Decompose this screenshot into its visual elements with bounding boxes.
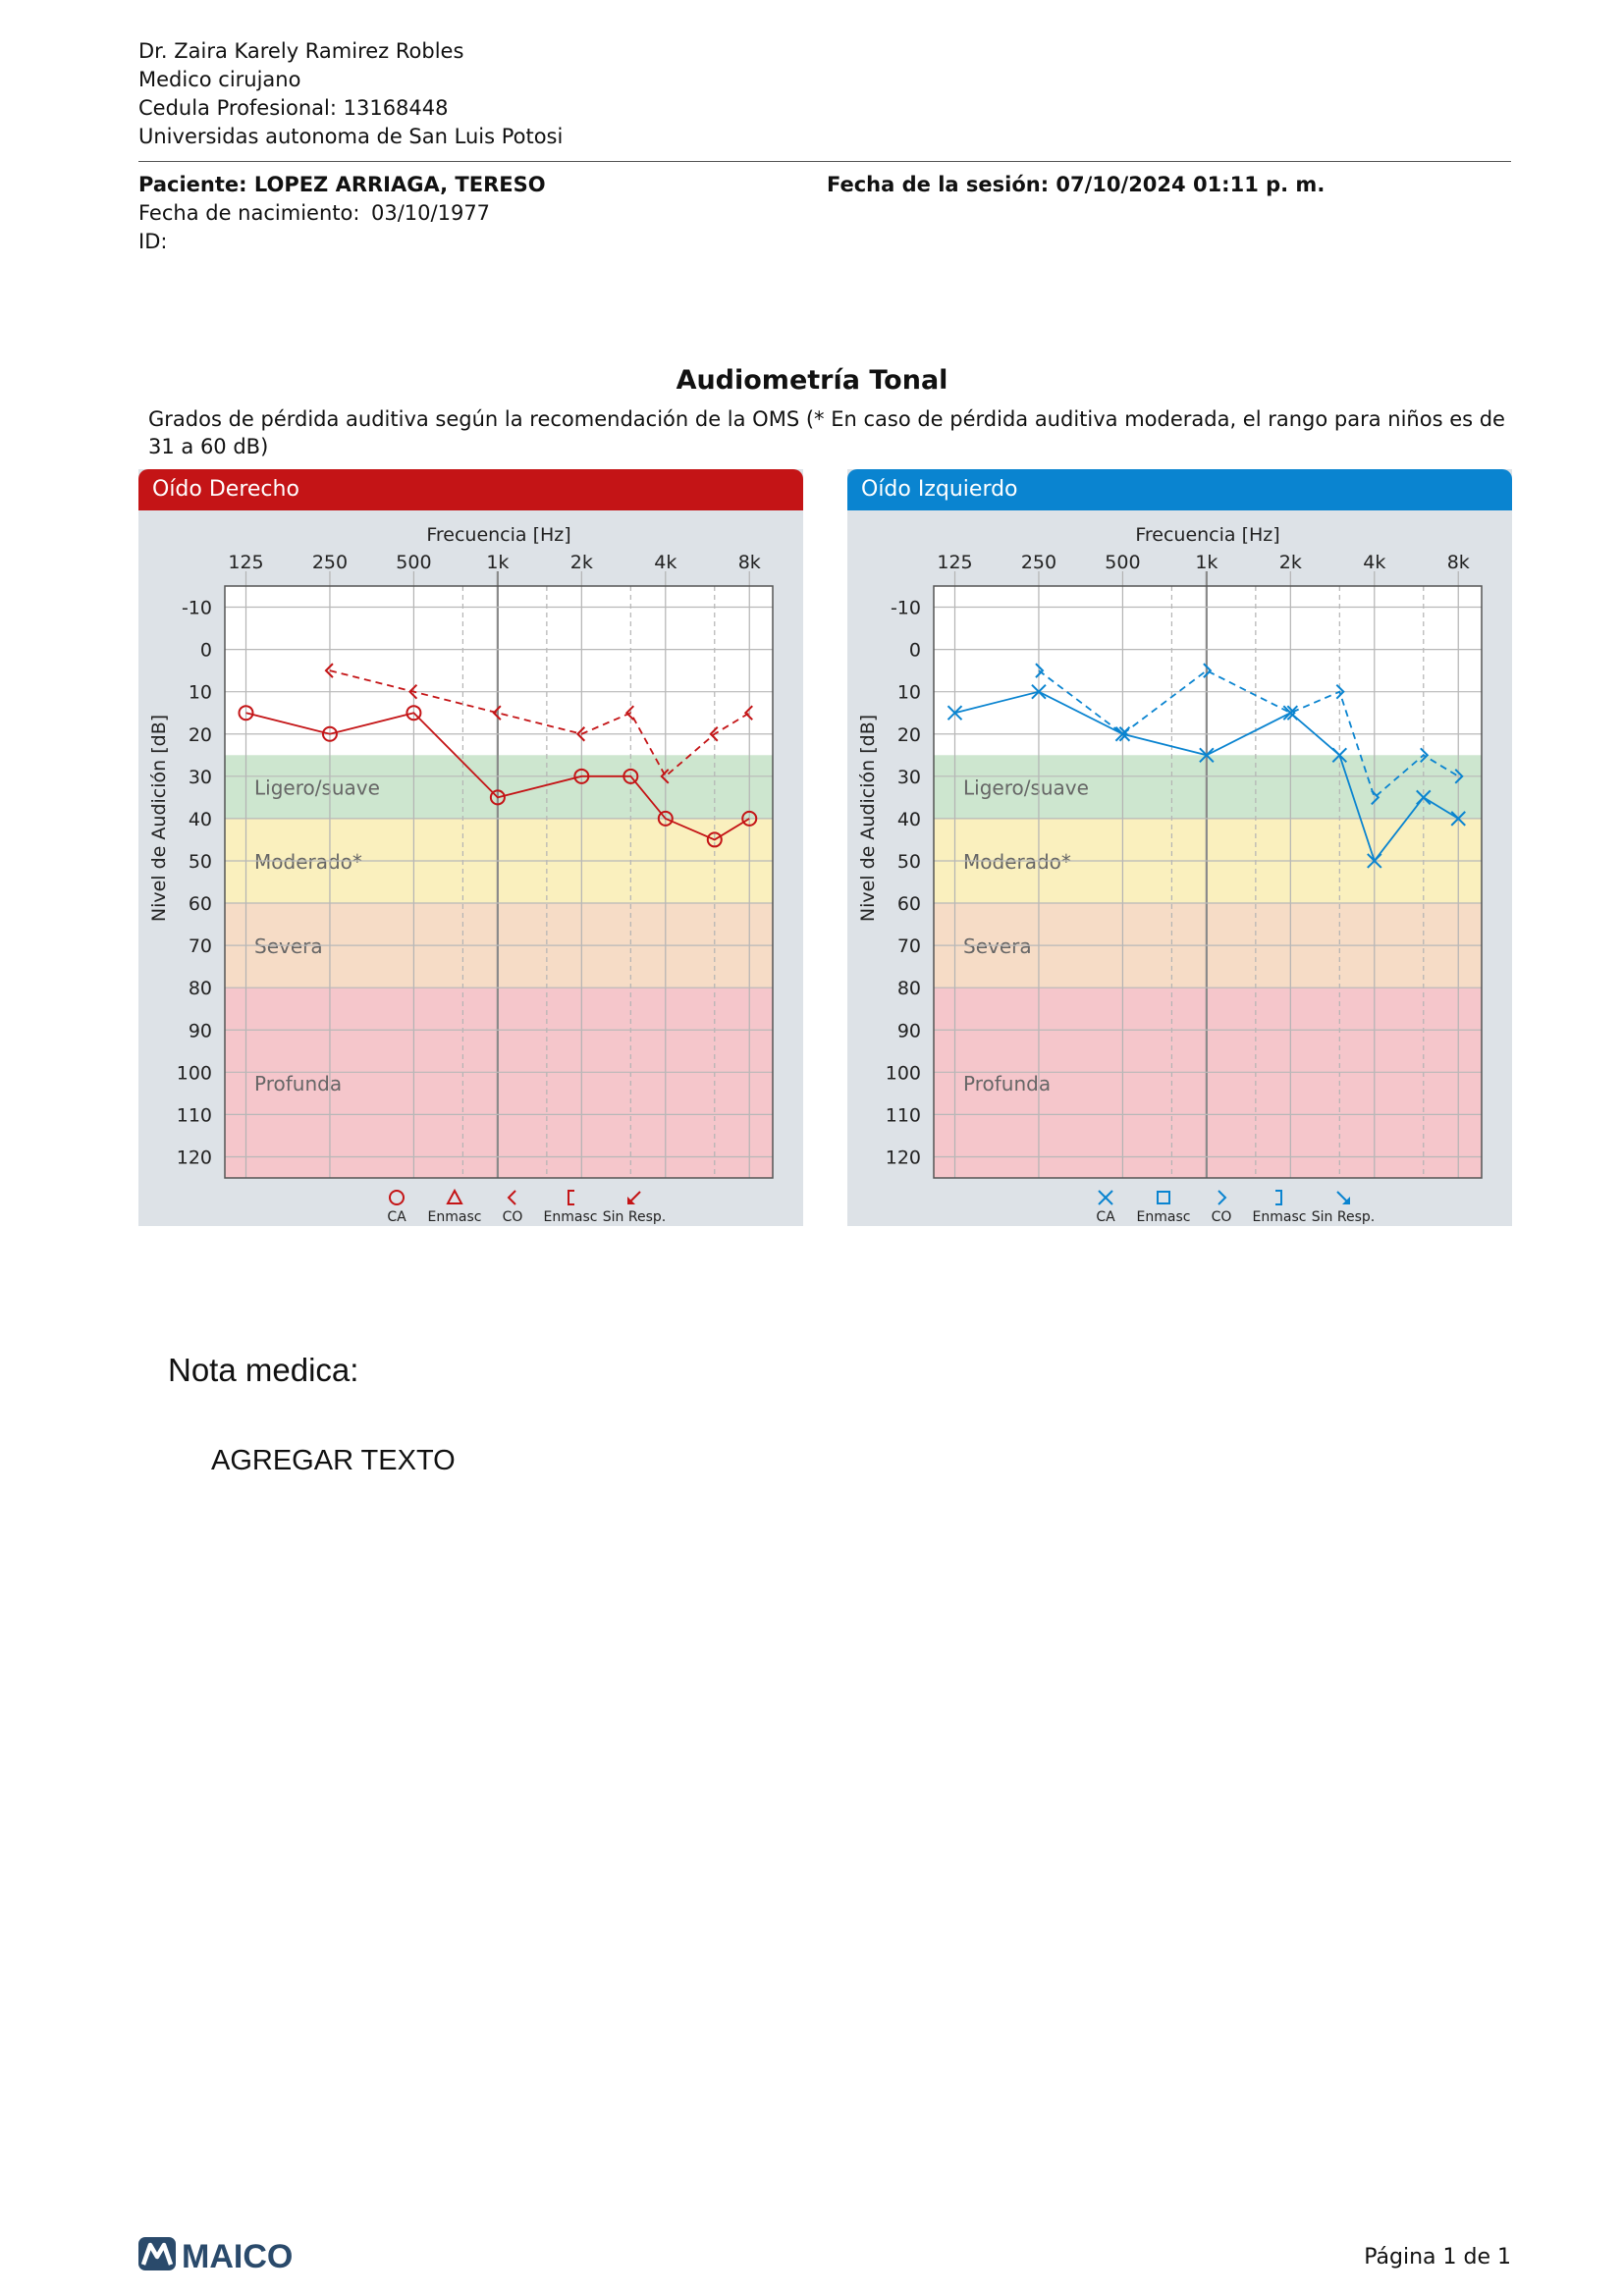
page-number: Página 1 de 1 [1364, 2245, 1511, 2269]
legend-symbol [1158, 1192, 1169, 1203]
x-tick-label: 250 [1020, 552, 1057, 573]
header-divider [138, 161, 1511, 162]
legend-label: Enmasc [427, 1209, 482, 1225]
session-date: Fecha de la sesión: 07/10/2024 01:11 p. m. [827, 173, 1326, 196]
legend-label: Sin Resp. [602, 1209, 667, 1225]
x-tick-label: 8k [1446, 552, 1470, 573]
x-tick-label: 250 [311, 552, 349, 573]
doctor-university: Universidas autonoma de San Luis Potosi [138, 125, 564, 148]
y-tick-label: 80 [896, 978, 921, 1000]
band-label: Profunda [963, 1072, 1052, 1096]
y-tick-label: 90 [188, 1020, 212, 1042]
legend-label: CO [502, 1209, 523, 1225]
x-axis-label: Frecuencia [Hz] [1135, 524, 1280, 546]
legend-symbol [1099, 1191, 1112, 1204]
x-tick-label: 4k [1363, 552, 1386, 573]
legend-symbol [1218, 1191, 1225, 1204]
maico-logo [138, 2235, 433, 2274]
y-tick-label: -10 [181, 597, 212, 619]
legend-label: Enmasc [1136, 1209, 1191, 1225]
y-tick-label: 70 [188, 935, 212, 958]
band-label: Profunda [254, 1072, 343, 1096]
y-tick-label: 20 [896, 723, 921, 746]
audiogram-right-panel [138, 469, 803, 1226]
panel-header-right: Oído Derecho [138, 469, 803, 510]
birth-value: 03/10/1977 [371, 201, 491, 225]
audiogram-left-panel [847, 469, 1512, 1226]
y-tick-label: 20 [188, 723, 212, 746]
legend-symbol [390, 1191, 404, 1204]
y-axis-label: Nivel de Audición [dB] [857, 714, 879, 923]
y-tick-label: 80 [188, 978, 212, 1000]
x-axis-label: Frecuencia [Hz] [426, 524, 571, 546]
y-tick-label: 100 [176, 1062, 212, 1085]
patient-name: Paciente: LOPEZ ARRIAGA, TERESO [138, 173, 546, 196]
y-tick-label: 70 [896, 935, 921, 958]
band-label: Moderado* [254, 849, 362, 874]
doctor-name: Dr. Zaira Karely Ramirez Robles [138, 39, 464, 63]
doctor-title: Medico cirujano [138, 68, 301, 91]
x-tick-label: 2k [569, 552, 593, 573]
panel-header-left: Oído Izquierdo [847, 469, 1512, 510]
x-tick-label: 125 [228, 552, 264, 573]
patient-id-label: ID: [138, 230, 168, 253]
birth-label: Fecha de nacimiento: [138, 201, 360, 225]
nota-text[interactable]: AGREGAR TEXTO [211, 1445, 456, 1476]
x-tick-label: 500 [396, 552, 432, 573]
y-axis-label: Nivel de Audición [dB] [148, 714, 170, 923]
band-label: Moderado* [963, 849, 1071, 874]
y-tick-label: 110 [885, 1104, 921, 1127]
legend-symbol [448, 1191, 461, 1203]
legend-label: Enmasc [543, 1209, 598, 1225]
y-tick-label: 30 [188, 766, 212, 788]
x-tick-label: 125 [937, 552, 973, 573]
audiogram-right-chart [138, 510, 803, 1226]
legend-symbol [568, 1191, 574, 1204]
legend-label: CA [1096, 1209, 1115, 1225]
chart-title: Audiometría Tonal [676, 365, 948, 396]
legend-symbol [1275, 1191, 1281, 1204]
legend-symbol [509, 1191, 515, 1204]
doctor-license: Cedula Profesional: 13168448 [138, 96, 449, 120]
y-tick-label: 120 [176, 1147, 212, 1169]
y-tick-label: 0 [199, 639, 212, 662]
y-tick-label: 50 [188, 850, 212, 873]
x-tick-label: 1k [1195, 552, 1218, 573]
y-tick-label: 10 [188, 681, 212, 704]
x-tick-label: 8k [737, 552, 761, 573]
x-tick-label: 500 [1105, 552, 1141, 573]
legend-label: Enmasc [1252, 1209, 1307, 1225]
y-tick-label: -10 [890, 597, 921, 619]
y-tick-label: 40 [896, 808, 921, 830]
band-label: Ligero/suave [254, 775, 380, 800]
y-tick-label: 60 [896, 893, 921, 916]
x-tick-label: 2k [1278, 552, 1302, 573]
nota-title: Nota medica: [168, 1352, 359, 1388]
legend-label: CO [1211, 1209, 1232, 1225]
y-tick-label: 40 [188, 808, 212, 830]
y-tick-label: 10 [896, 681, 921, 704]
legend-symbol [1337, 1192, 1350, 1204]
legend-label: CA [387, 1209, 406, 1225]
y-tick-label: 60 [188, 893, 212, 916]
y-tick-label: 110 [176, 1104, 212, 1127]
x-tick-label: 1k [486, 552, 510, 573]
band-label: Severa [254, 934, 323, 959]
maico-logo-text: MAICO [182, 2238, 294, 2274]
band-label: Ligero/suave [963, 775, 1089, 800]
y-tick-label: 30 [896, 766, 921, 788]
y-tick-label: 0 [908, 639, 921, 662]
y-tick-label: 100 [885, 1062, 921, 1085]
chart-subtitle: Grados de pérdida auditiva según la recomendación de la OMS (* En caso de pérdida auditiva moderada, el rango para niños es de 31 a 60 dB) [148, 407, 1505, 458]
band-label: Severa [963, 934, 1032, 959]
legend-label: Sin Resp. [1311, 1209, 1376, 1225]
y-tick-label: 50 [896, 850, 921, 873]
x-tick-label: 4k [654, 552, 677, 573]
audiogram-left-chart [847, 510, 1512, 1226]
y-tick-label: 120 [885, 1147, 921, 1169]
legend-symbol [627, 1192, 640, 1204]
y-tick-label: 90 [896, 1020, 921, 1042]
